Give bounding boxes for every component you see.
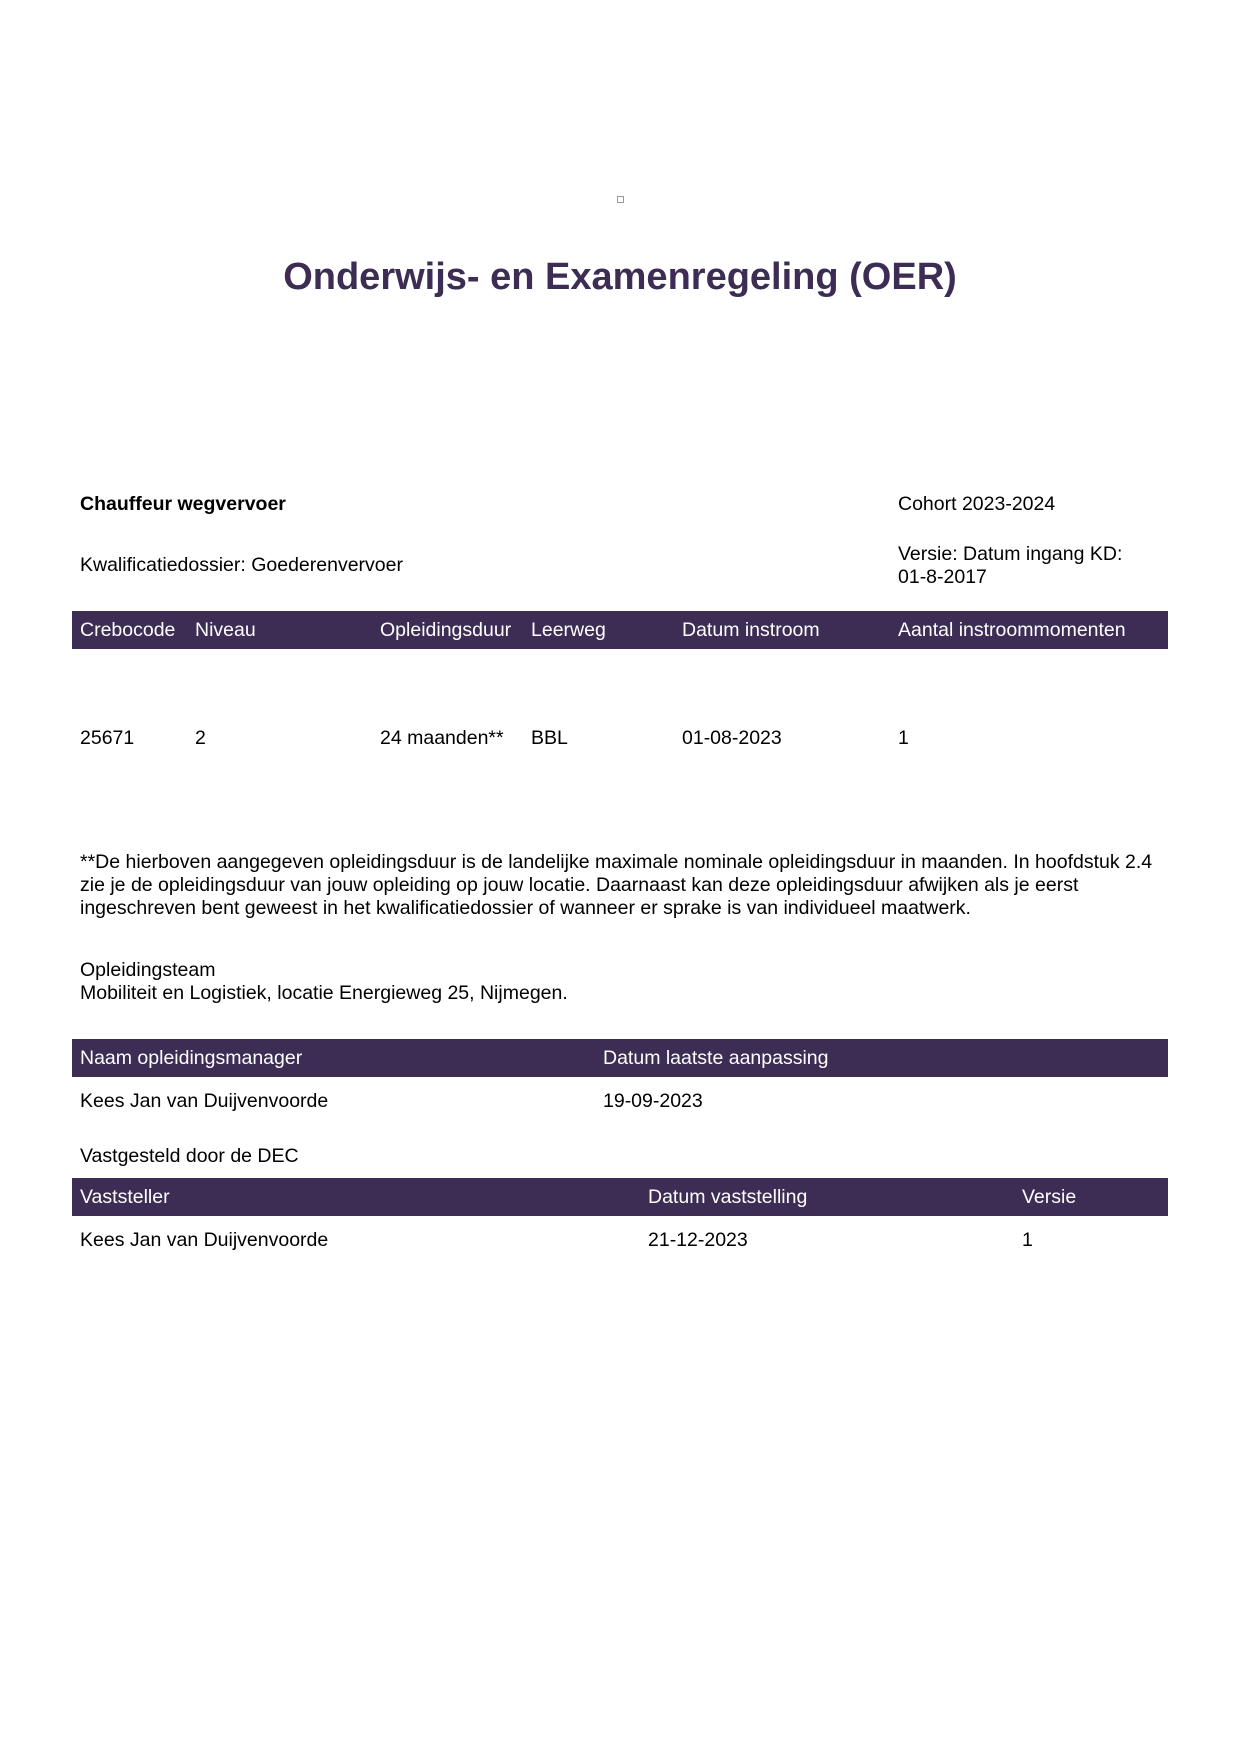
cohort-label: Cohort 2023-2024 — [898, 493, 1056, 515]
document-title: Onderwijs- en Examenregeling (OER) — [283, 256, 957, 298]
column-header-aantal-instroommomenten: Aantal instroommomenten — [898, 619, 1126, 641]
column-header-vaststeller: Vaststeller — [80, 1186, 170, 1208]
opleiding-name: Chauffeur wegvervoer — [80, 493, 286, 515]
opleidingsteam-value: Mobiliteit en Logistiek, locatie Energieweg 25, Nijmegen. — [80, 982, 568, 1004]
kwalificatiedossier-label: Kwalificatiedossier: Goederenvervoer — [80, 554, 403, 576]
column-header-leerweg: Leerweg — [531, 619, 606, 641]
cell-datum-instroom: 01-08-2023 — [682, 727, 782, 749]
column-header-opleidingsduur: Opleidingsduur — [380, 619, 512, 641]
cell-leerweg: BBL — [531, 727, 568, 749]
table-row — [72, 1090, 1168, 1113]
column-header-datum-laatste-aanpassing: Datum laatste aanpassing — [603, 1047, 829, 1069]
versie-line-1: Versie: Datum ingang KD: — [898, 543, 1123, 565]
opleidingsteam-label: Opleidingsteam — [80, 959, 216, 981]
cell-aantal-instroommomenten: 1 — [898, 727, 909, 749]
cell-opleidingsduur: 24 maanden** — [380, 727, 504, 749]
cell-datum-laatste-aanpassing: 19-09-2023 — [603, 1090, 703, 1112]
column-header-datum-vaststelling: Datum vaststelling — [648, 1186, 808, 1208]
cell-naam-opleidingsmanager: Kees Jan van Duijvenvoorde — [80, 1090, 329, 1112]
table-row — [72, 1229, 1168, 1252]
column-header-crebocode: Crebocode — [80, 619, 176, 641]
column-header-datum-instroom: Datum instroom — [682, 619, 820, 641]
cell-crebocode: 25671 — [80, 727, 135, 749]
manager-table-header — [72, 1039, 1168, 1077]
opleiding-table-header — [72, 611, 1168, 649]
dec-table-header — [72, 1178, 1168, 1216]
column-header-niveau: Niveau — [195, 619, 256, 641]
cell-versie: 1 — [1022, 1229, 1033, 1251]
opleidingsduur-footnote: **De hierboven aangegeven opleidingsduur is de landelijke maximale nominale opleidingsduur in maanden. In hoofdstuk 2.4 zie je de opleidingsduur van jouw opleiding op jouw locatie. Daarnaast kan deze opleidingsduur afwijken als je eerst ingeschreven bent geweest in het kwalificatiedossier of wanneer er sprake is van individueel maatwerk. — [80, 851, 1153, 919]
cell-vaststeller: Kees Jan van Duijvenvoorde — [80, 1229, 329, 1251]
column-header-versie: Versie — [1022, 1186, 1077, 1208]
placeholder-image-icon — [617, 196, 624, 203]
opleidingsteam-block — [80, 959, 568, 1005]
cell-datum-vaststelling: 21-12-2023 — [648, 1229, 748, 1251]
table-row — [72, 727, 1168, 750]
cell-niveau: 2 — [195, 727, 206, 749]
versie-label — [898, 543, 1122, 589]
dec-label: Vastgesteld door de DEC — [80, 1145, 299, 1167]
versie-line-2: 01-8-2017 — [898, 566, 987, 588]
column-header-naam-opleidingsmanager: Naam opleidingsmanager — [80, 1047, 303, 1069]
